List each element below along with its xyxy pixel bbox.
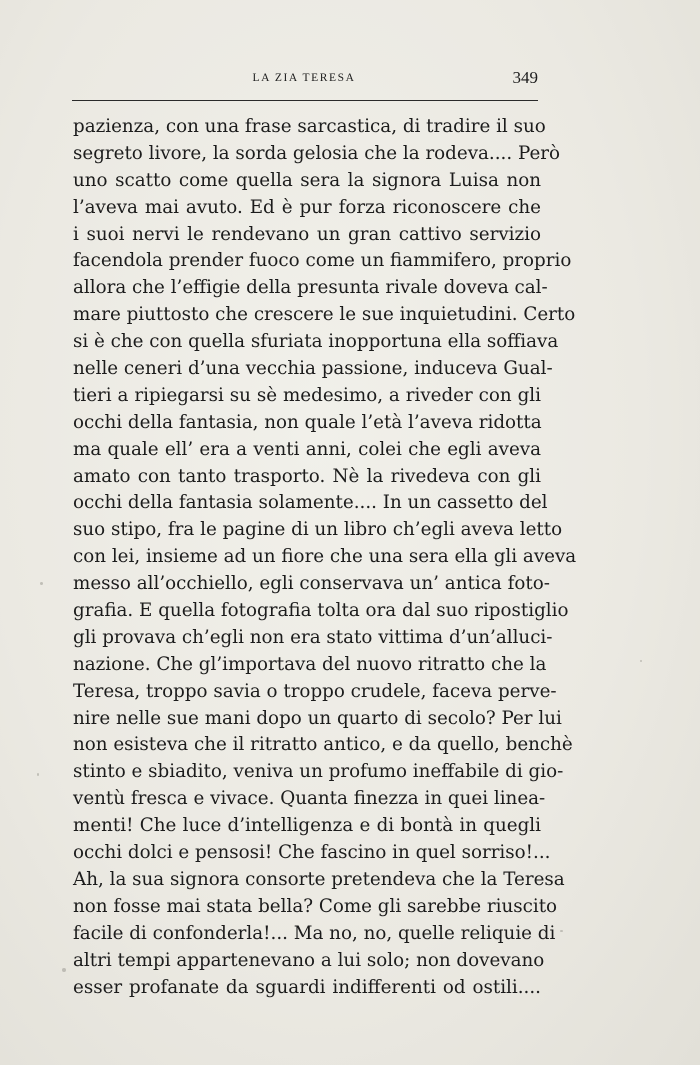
text-line: nazione. Che gl’importava del nuovo ritratto che la: [73, 653, 547, 675]
text-line: esser profanate da sguardi indifferenti od ostili....: [73, 976, 541, 998]
text-line: Ah, la sua signora consorte pretendeva che la Teresa: [73, 868, 565, 890]
paper-speck: [40, 582, 43, 585]
text-line: non esisteva che il ritratto antico, e da quello, benchè: [73, 734, 573, 756]
text-line: suo stipo, fra le pagine di un libro ch’egli aveva letto: [73, 519, 563, 541]
text-line: l’aveva mai avuto. Ed è pur forza riconoscere che: [73, 196, 541, 218]
text-line: messo all’occhiello, egli conservava un’ antica foto-: [73, 573, 550, 595]
text-line: amato con tanto trasporto. Nè la rivedeva con gli: [73, 465, 541, 487]
page-number: 349: [512, 68, 538, 87]
text-line: Teresa, troppo savia o troppo crudele, faceva perve-: [73, 680, 557, 702]
text-line: si è che con quella sfuriata inopportuna ella soffiava: [73, 331, 559, 353]
paper-speck: [37, 773, 39, 776]
text-line: ma quale ell’ era a venti anni, colei che egli aveva: [73, 438, 541, 460]
text-line: pazienza, con una frase sarcastica, di tradire il suo: [73, 116, 546, 137]
running-title: LA ZIA TERESA: [252, 72, 356, 84]
text-line: facendola prender fuoco come un fiammifero, proprio: [73, 250, 572, 272]
text-line: uno scatto come quella sera la signora Luisa non: [73, 169, 541, 191]
text-line: tieri a ripiegarsi su sè medesimo, a riveder con gli: [73, 384, 541, 406]
text-line: mare piuttosto che crescere le sue inquietudini. Certo: [73, 304, 576, 326]
text-line: nire nelle sue mani dopo un quarto di secolo? Per lui: [73, 707, 562, 729]
text-line: grafia. E quella fotografia tolta ora dal suo ripostiglio: [73, 600, 569, 622]
text-line: nelle ceneri d’una vecchia passione, induceva Gual-: [73, 358, 553, 380]
body-text: [73, 114, 577, 1001]
paper-speck: [640, 660, 642, 662]
text-line: facile di confonderla!... Ma no, no, quelle reliquie di: [73, 922, 556, 944]
page-header: [74, 68, 538, 90]
text-line: menti! Che luce d’intelligenza e di bontà in quegli: [73, 815, 541, 837]
text-line: segreto livore, la sorda gelosia che la rodeva.... Però: [73, 142, 561, 164]
header-rule: [72, 100, 538, 101]
paper-speck: [560, 930, 563, 932]
text-line: gli provava ch’egli non era stato vittima d’un’alluci-: [73, 626, 553, 648]
text-line: allora che l’effigie della presunta rivale doveva cal-: [73, 277, 548, 299]
text-line: con lei, insieme ad un fiore che una sera ella gli aveva: [73, 546, 577, 568]
text-line: occhi della fantasia, non quale l’età l’aveva ridotta: [73, 411, 542, 433]
text-line: altri tempi appartenevano a lui solo; non dovevano: [73, 949, 545, 971]
text-line: ventù fresca e vivace. Quanta finezza in quei linea-: [73, 788, 546, 810]
text-line: non fosse mai stata bella? Come gli sarebbe riuscito: [73, 895, 558, 917]
text-line: occhi della fantasia solamente.... In un cassetto del: [73, 492, 548, 514]
paper-speck: [62, 968, 66, 972]
text-line: stinto e sbiadito, veniva un profumo ineffabile di gio-: [73, 761, 564, 783]
text-line: occhi dolci e pensosi! Che fascino in quel sorriso!...: [73, 842, 551, 864]
text-line: i suoi nervi le rendevano un gran cattivo servizio: [73, 223, 541, 245]
